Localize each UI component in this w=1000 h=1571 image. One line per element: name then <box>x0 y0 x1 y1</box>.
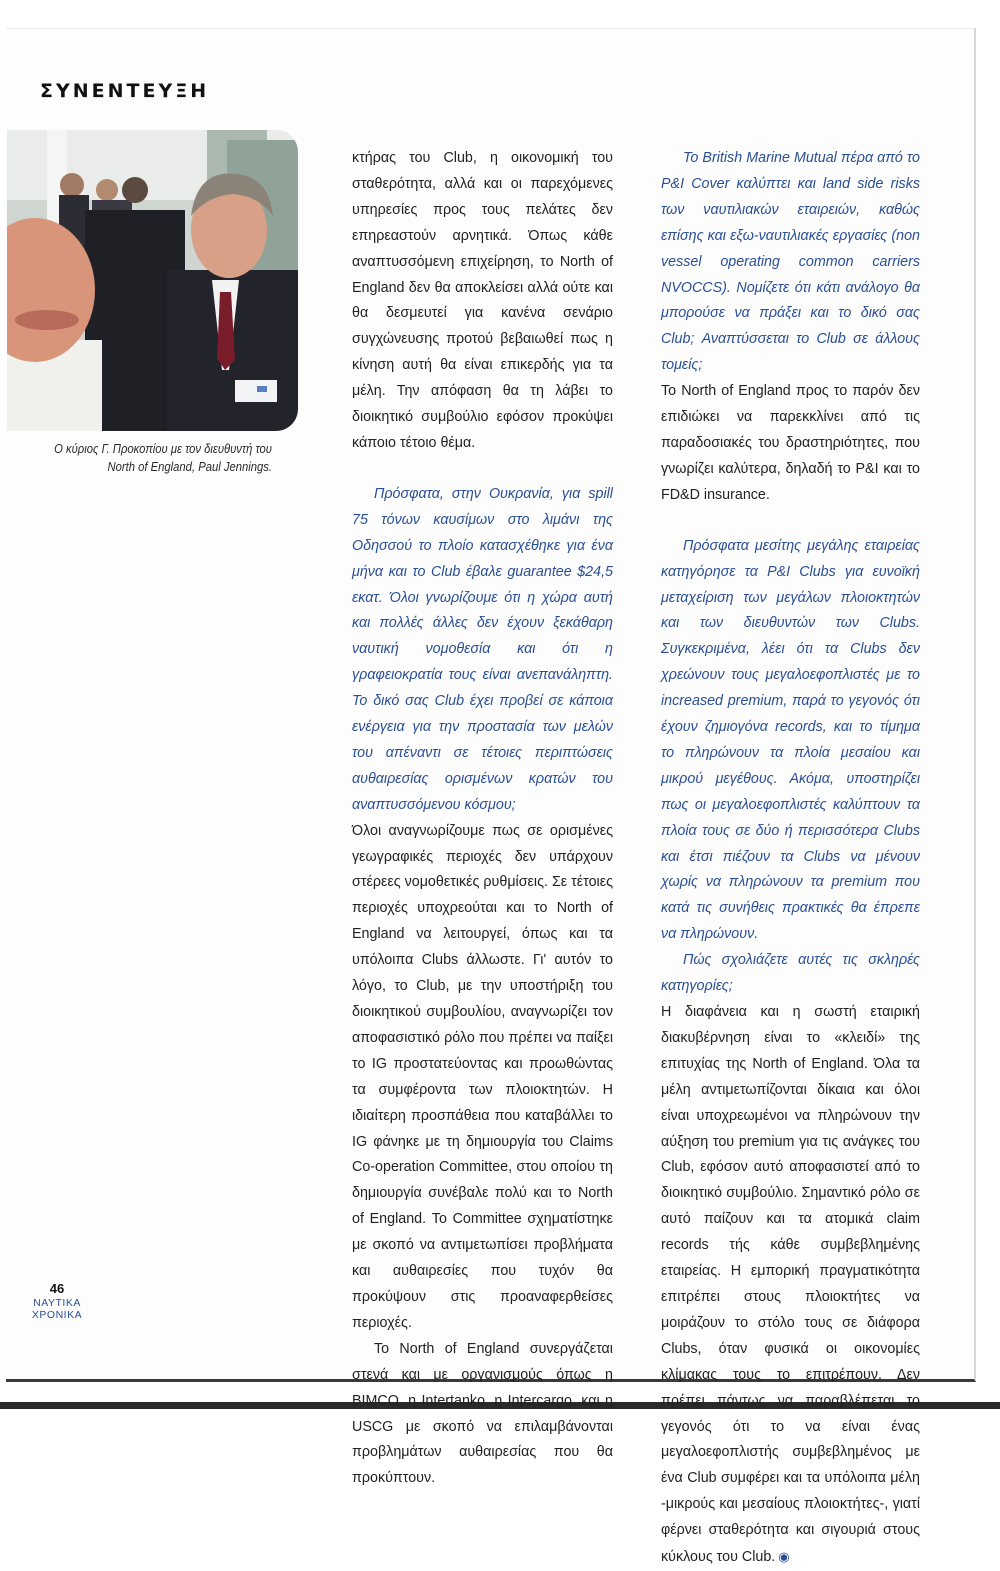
text-column-right <box>661 146 920 1571</box>
caption-line-1: Ο κύριος Γ. Προκοπίου με τον διευθυντή του <box>54 442 273 456</box>
paragraph-text: Η διαφάνεια και η σωστή εταιρική διακυβέρνηση είναι το «κλειδί» της επιτυχίας της North of England. Όλα τα μέλη αντιμετωπίζονται δίκαια και όλοι είναι υποχρεωμένοι να πληρώνουν την αύξηση του premium για τις ανάγκες του Club, εφόσον αυτό αποφασιστεί από το διοικητικό συμβούλιο. Σημαντικό ρόλο σε αυτό παίζουν και τα ατομικά claim records τής κάθε συμβεβλημένης εταιρείας. Η εμπορική πραγματικότητα επιτρέπει στους πλοιοκτήτες να μοιράζουν το στόλο τους σε διάφορα Clubs, όταν φυσικά οι οικονομίες κλίμακας τους το επιτρέπουν. Δεν πρέπει πάντως να παραβλέπεται το γεγονός ότι το να είναι ένας μεγαλοεφοπλιστής συμβεβλημένος με ένα Club συμφέρει και τα υπόλοιπα μέλη -μικρούς και μεσαίους πλοιοκτήτες-, γιατί φέρνει σταθερότητα και σιγουριά στους κύκλους του Club. <box>661 1004 920 1566</box>
interview-question: Πώς σχολιάζετε αυτές τις σκληρές κατηγορίες; <box>661 952 920 995</box>
paragraph: Το North of England προς το παρόν δεν επιδιώκει να παρεκκλίνει από τις παραδοσιακές του δραστηριότητες, που γνωρίζει καλύτερα, δηλαδή το P&I και το FD&D insurance. <box>661 383 920 503</box>
interview-question: Το British Marine Mutual πέρα από το P&I Cover καλύπτει και land side risks των ναυτιλιακών εταιρειών, καθώς επίσης και εξω-ναυτιλιακές εργασίες (non vessel operating common carriers NVOCCS). Νομίζετε ότι κάτι ανάλογο θα μπορούσε να πράξει και το δικό σας Club; Αναπτύσσεται το Club σε άλλους τομείς; <box>661 150 920 374</box>
paragraph-final <box>661 1000 920 1571</box>
magazine-name-line-2: ΧΡΟΝΙΚΑ <box>31 1309 83 1321</box>
section-title: ΣΥΝΕΝΤΕΥΞΗ <box>40 80 210 102</box>
page-folio <box>27 1281 87 1321</box>
photo-caption <box>45 440 272 476</box>
interview-question: Πρόσφατα μεσίτης μεγάλης εταιρείας κατηγόρησε τα P&I Clubs για ευνοϊκή μεταχείριση των μεγάλων πλοιοκτητών και των διευθυντών των Clubs. Συγκεκριμένα, λέει ότι τα Clubs δεν χρεώνουν τους μεγαλοεφοπλιστές με το increased premium, παρά το γεγονός ότι έχουν ζημιογόνα records, και το τίμημα το πληρώνουν τα πλοία μεσαίου και μικρού μεγέθους. Ακόμα, υποστηρίζει πως οι μεγαλοεφοπλιστές καλύπτουν τα πλοία τους σε δύο ή περισσότερα Clubs και έτσι πιέζουν τα Clubs να μένουν χωρίς να πληρώνουν τα premium που κατά τις συνήθεις πρακτικές θα έπρεπε να πληρώνουν. <box>661 537 920 943</box>
text-column-middle <box>352 146 613 1492</box>
interview-question: Πρόσφατα, στην Ουκρανία, για spill 75 τόνων καυσίμων στο λιμάνι της Οδησσού το πλοίο κατασχέθηκε για ένα μήνα και το Club έβαλε guarantee $24,5 εκατ. Όλοι γνωρίζουμε ότι η χώρα αυτή και πολλές άλλες δεν έχουν ξεκάθαρη ναυτική νομοθεσία και ότι η γραφειοκρατία τους είναι ανεπανάληπτη. Το δικό σας Club έχει προβεί σε κάποια ενέργεια για την προστασία των μελών του απέναντι σε τέτοιες περιπτώσεις αυθαιρεσίας ορισμένων κρατών του αναπτυσσόμενου κόσμου; <box>352 485 613 813</box>
end-mark-icon: ◉ <box>778 1549 790 1565</box>
paragraph: κτήρας του Club, η οικονομική του σταθερότητα, αλλά και οι παρεχόμενες υπηρεσίες προς τους πελάτες δεν επηρεαστούν αρνητικά. Όπως κάθε αναπτυσσόμενη επιχείρηση, το North of England δεν θα αποκλείσει αλλά ούτε και θα δεσμευτεί για κανένα σενάριο συγχώνευσης προτού βεβαιωθεί πως η κίνηση αυτή θα είναι επικερδής για τα μέλη. Την απόφαση θα τη λάβει το διοικητικό συμβούλιο εφόσον προκύψει κάποιο τέτοιο θέμα. <box>352 150 613 451</box>
paragraph: Όλοι αναγνωρίζουμε πως σε ορισμένες γεωγραφικές περιοχές δεν υπάρχουν στέρεες νομοθετικές ρυθμίσεις. Σε τέτοιες περιοχές υποχρεούται και το North of England να λειτουργεί, όπως και τα υπόλοιπα Clubs άλλωστε. Γι' αυτόν το λόγο, το Club, με την υποστήριξη του διοικητικού συμβουλίου, αναγνωρίζει τον αποφασιστικό ρόλο που πρέπει να παίξει το IG προστατεύοντας και προωθώντας τα συμφέροντα των πλοιοκτητών. Η ιδιαίτερη προσπάθεια που καταβάλλει το IG φάνηκε με τη δημιουργία του Claims Co-operation Committee, στου οποίου τη δημιουργία συνέβαλε πολύ και το North of England. Το Committee σχηματίστηκε με σκοπό να αντιμετωπίσει προβλήματα και αυθαιρεσίες που τυχόν θα προκύψουν στις προαναφερθείσες περιοχές. <box>352 822 613 1331</box>
interview-photo <box>7 130 298 431</box>
paragraph: Το North of England συνεργάζεται στενά και με οργανισμούς όπως η BIMCO, η Intertanko, η Intercargo, και η USCG με σκοπό να επιλαμβάνονται προβλημάτων αυθαιρεσίας που θα προκύπτουν. <box>352 1340 613 1487</box>
magazine-name-line-1: ΝΑΥΤΙΚΑ <box>33 1297 81 1309</box>
page-number: 46 <box>49 1281 65 1296</box>
caption-line-2: North of England, Paul Jennings. <box>107 460 272 474</box>
